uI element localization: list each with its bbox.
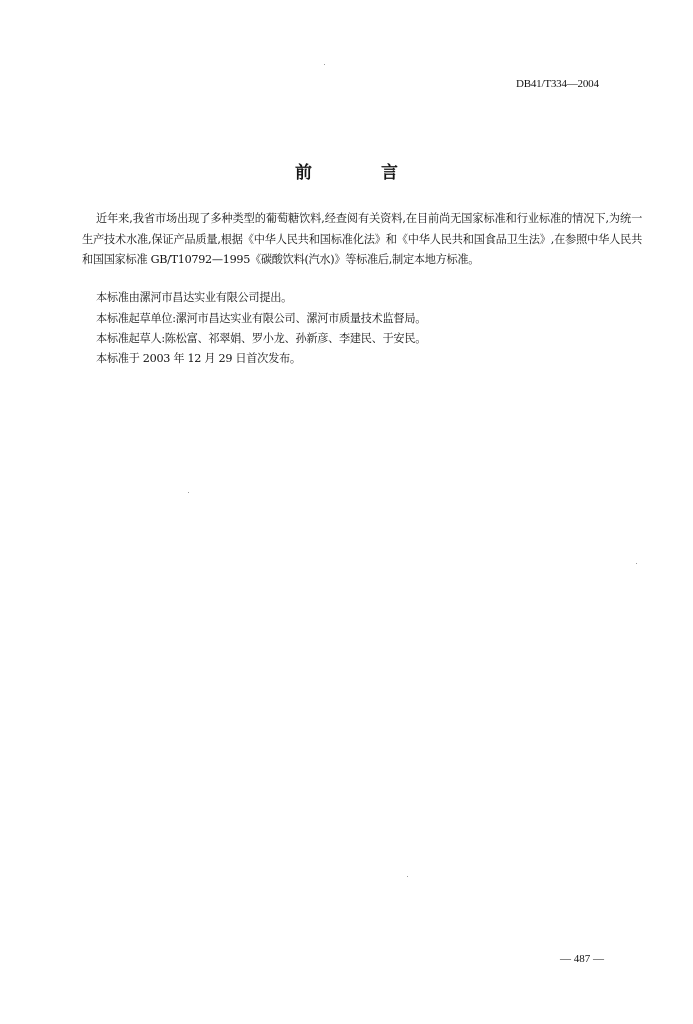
drafting-units-line: 本标准起草单位:漯河市昌达实业有限公司、漯河市质量技术监督局。 <box>96 312 427 325</box>
first-issue-line: 本标准于 2003 年 12 月 29 日首次发布。 <box>96 352 301 365</box>
page-number: — 487 — <box>560 953 604 965</box>
scan-speck <box>407 876 408 877</box>
intro-paragraph: 近年来,我省市场出现了多种类型的葡萄糖饮料,经查阅有关资料,在目前尚无国家标准和行业标准的情况下,为统一生产技术水准,保证产品质量,根据《中华人民共和国标准化法》和《中华人民共和国食品卫生法》,在参照中华人民共和国国家标准 GB/T10792—1995《碳酸饮料(汽水)》等标准后,制定本地方标准。 <box>82 212 642 266</box>
scan-speck <box>636 563 637 564</box>
page-title: 前 言 <box>295 163 424 183</box>
scan-speck <box>188 492 189 493</box>
standard-code: DB41/T334—2004 <box>516 78 599 90</box>
scan-speck <box>324 64 325 65</box>
proposed-by-line: 本标准由漯河市昌达实业有限公司提出。 <box>96 291 292 304</box>
drafters-line: 本标准起草人:陈松富、祁翠娟、罗小龙、孙新彦、李建民、于安民。 <box>96 332 427 345</box>
